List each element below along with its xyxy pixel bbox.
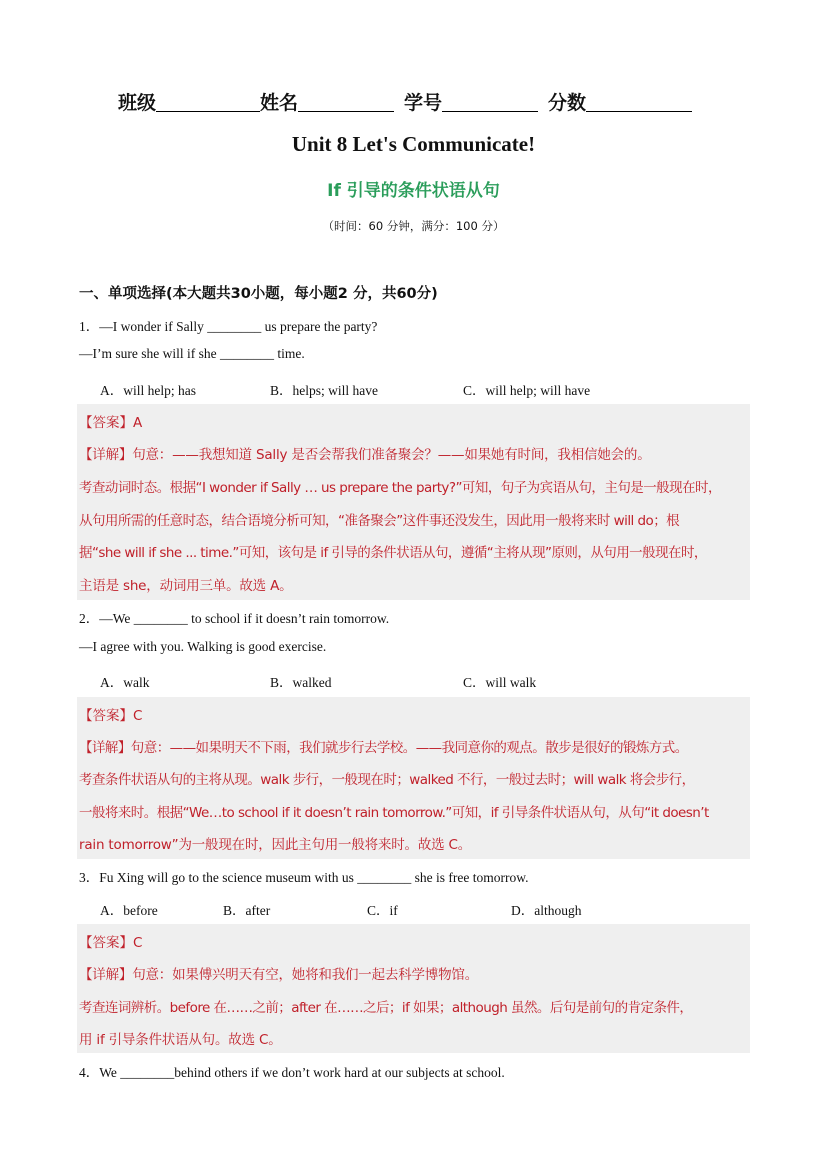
question-2-option-a[interactable]: A．walk — [100, 675, 150, 690]
section-heading: 一、单项选择(本大题共30小题，每小题2 分，共60分) — [79, 286, 438, 302]
question-2-explanation-line-3: 一般将来时。根据“We…to school if it doesn’t rain tomorrow.”可知，if 引导条件状语从句，从句“it doesn’t — [79, 805, 709, 821]
question-1-explanation-line-3: 从句用所需的任意时态，结合语境分析可知，“准备聚会”这件事还没发生，因此用一般将来时 will do；根 — [79, 513, 680, 529]
time-score-info: （时间：60 分钟，满分：100 分） — [322, 219, 505, 233]
topic-subtitle: If 引导的条件状语从句 — [327, 181, 500, 201]
question-3-option-c[interactable]: C．if — [367, 903, 398, 918]
question-2-explanation-line-2: 考查条件状语从句的主将从现。walk 步行，一般现在时；walked 不行，一般过去时；will walk 将会步行， — [79, 772, 695, 788]
class-blank[interactable] — [156, 91, 260, 112]
question-1-explanation-line-2: 考查动词时态。根据“I wonder if Sally … us prepare the party?”可知，句子为宾语从句，主句是一般现在时， — [79, 480, 721, 496]
unit-title: Unit 8 Let's Communicate! — [291, 132, 536, 156]
question-3-option-d[interactable]: D．although — [511, 903, 582, 918]
question-3-answer: 【答案】C — [79, 935, 143, 951]
question-1-answer: 【答案】A — [79, 415, 143, 431]
question-1-option-c[interactable]: C．will help; will have — [463, 383, 591, 398]
question-3-option-b[interactable]: B．after — [223, 903, 271, 918]
question-2-stem-line-2: —I agree with you. Walking is good exercise. — [79, 639, 327, 654]
question-1-option-b[interactable]: B．helps; will have — [270, 383, 378, 398]
question-2-explanation-line-1: 【详解】句意：——如果明天不下雨，我们就步行去学校。——我同意你的观点。散步是很好的锻炼方式。 — [79, 740, 688, 756]
question-3-explanation-line-3: 用 if 引导条件状语从句。故选 C。 — [79, 1032, 282, 1048]
question-1-explanation-line-5: 主语是 she，动词用三单。故选 A。 — [79, 578, 293, 594]
question-1-answer-box — [77, 404, 750, 600]
question-2-options — [79, 671, 749, 689]
name-blank[interactable] — [298, 91, 394, 112]
question-2-option-b[interactable]: B．walked — [270, 675, 332, 690]
question-2-stem-line-1: 2．—We ________ to school if it doesn’t rain tomorrow. — [79, 611, 390, 626]
score-label: 分数 — [548, 93, 587, 114]
question-3-option-a[interactable]: A．before — [100, 903, 158, 918]
question-2-option-c[interactable]: C．will walk — [463, 675, 537, 690]
question-1-option-a[interactable]: A．will help; has — [100, 383, 196, 398]
question-4-stem-line-1: 4．We ________behind others if we don’t work hard at our subjects at school. — [79, 1065, 505, 1080]
student-id-blank[interactable] — [442, 91, 538, 112]
name-label: 姓名 — [260, 93, 299, 114]
question-1-explanation-line-4: 据“she will if she ... time.”可知，该句是 if 引导的条件状语从句，遵循“主将从现”原则，从句用一般现在时， — [79, 545, 707, 561]
question-3-options — [79, 899, 749, 917]
student-info-line — [118, 88, 718, 115]
question-1-stem-line-1: 1．—I wonder if Sally ________ us prepare the party? — [79, 319, 378, 334]
student-id-label: 学号 — [404, 93, 443, 114]
class-label: 班级 — [118, 93, 157, 114]
question-1-explanation-line-1: 【详解】句意：——我想知道 Sally 是否会帮我们准备聚会？——如果她有时间，我相信她会的。 — [79, 447, 651, 463]
question-3-explanation-line-2: 考查连词辨析。before 在……之前；after 在……之后；if 如果；although 虽然。后句是前句的肯定条件， — [79, 1000, 693, 1016]
question-3-stem-line-1: 3．Fu Xing will go to the science museum with us ________ she is free tomorrow. — [79, 870, 529, 885]
question-3-explanation-line-1: 【详解】句意：如果傅兴明天有空，她将和我们一起去科学博物馆。 — [79, 967, 478, 983]
question-1-options — [79, 379, 749, 397]
question-1-stem-line-2: —I’m sure she will if she ________ time. — [79, 346, 305, 361]
question-2-answer: 【答案】C — [79, 708, 143, 724]
question-2-explanation-line-4: rain tomorrow”为一般现在时，因此主句用一般将来时。故选 C。 — [79, 837, 472, 853]
score-blank[interactable] — [586, 91, 692, 112]
